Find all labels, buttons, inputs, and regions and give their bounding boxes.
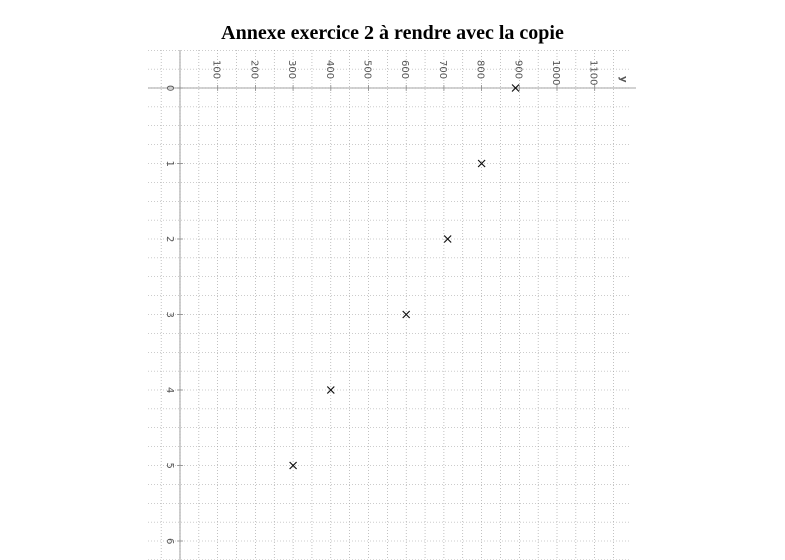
y-tick-label: 300: [286, 60, 298, 80]
y-tick-label: 1100: [587, 60, 599, 86]
y-tick-label: 900: [512, 60, 524, 80]
x-tick-label: 4: [164, 387, 175, 394]
y-tick-label: 600: [399, 60, 411, 80]
y-tick-label: 400: [323, 60, 335, 80]
y-tick-label: 200: [248, 60, 260, 80]
x-tick-label: 2: [164, 236, 175, 243]
x-tick-label: 5: [164, 462, 175, 469]
y-tick-label: 1000: [550, 60, 561, 86]
ticks: [164, 60, 629, 544]
x-tick-label: 1: [164, 160, 175, 167]
chart-title: Annexe exercice 2 à rendre avec la copie: [221, 22, 564, 44]
grid: [148, 50, 630, 560]
axes: [148, 50, 636, 560]
x-tick-label: 6: [164, 538, 175, 545]
x-tick-label: 3: [164, 311, 175, 318]
y-tick-label: 100: [210, 60, 222, 80]
y-tick-label: 800: [474, 60, 486, 80]
x-tick-label: 0: [164, 85, 175, 92]
y-tick-label: 700: [436, 60, 448, 80]
y-axis-label: y: [617, 76, 629, 83]
y-tick-label: 500: [361, 60, 373, 80]
